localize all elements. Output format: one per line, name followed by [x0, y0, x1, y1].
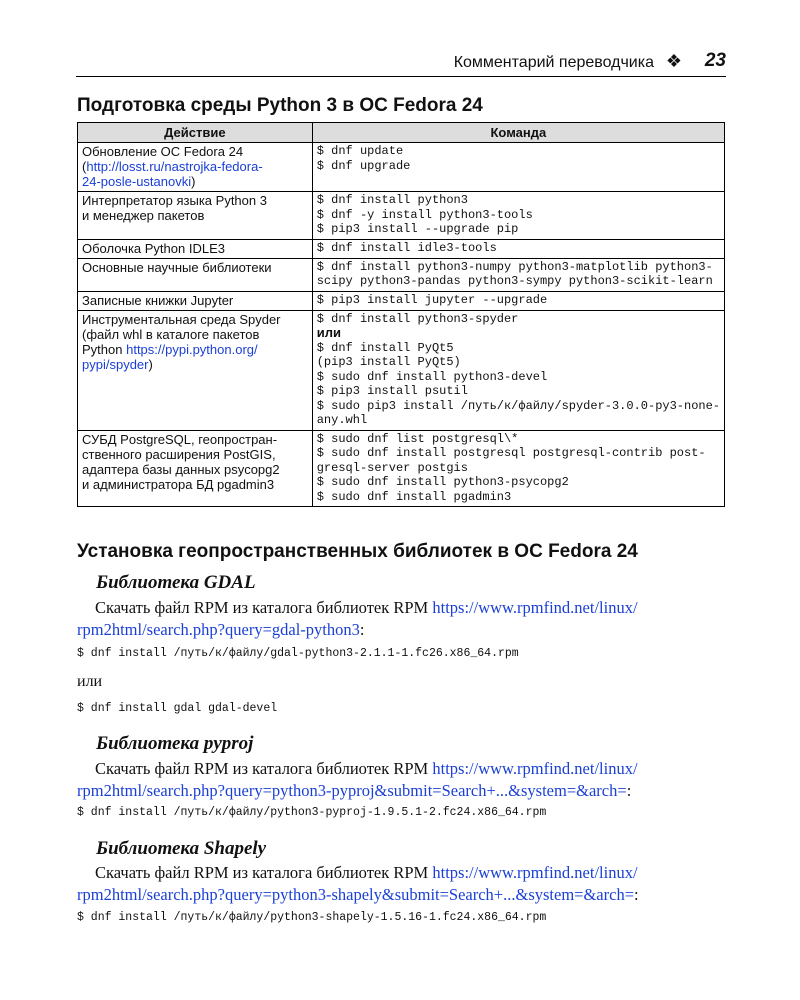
command-line: scipy python3-pandas python3-sympy python3-scikit-learn: [316, 274, 713, 288]
action-cell: [78, 239, 313, 258]
paragraph-text: :: [634, 885, 639, 904]
action-text: Python: [82, 341, 123, 357]
command-cell: [312, 310, 724, 430]
paragraph-text: :: [626, 781, 632, 800]
table-header-row: [78, 123, 725, 143]
code-line: $ dnf install /путь/к/файлу/python3-shapely-1.5.16-1.fc24.x86_64.rpm: [77, 911, 547, 924]
table-row: [78, 310, 725, 430]
spyder-pypi-link[interactable]: https://pypi.python.org/: [122, 341, 258, 357]
action-text: Обновление ОС Fedora 24: [82, 144, 244, 159]
command-cell: [312, 239, 724, 258]
command-line: $ sudo dnf install postgresql postgresql-contrib post-: [316, 446, 706, 460]
command-line: $ dnf install idle3-tools: [316, 240, 497, 255]
action-text: адаптера базы данных psycopg2: [82, 461, 280, 477]
action-cell: [78, 430, 313, 507]
spyder-pypi-link-cont[interactable]: pypi/spyder: [82, 356, 149, 372]
commands-table: [77, 122, 725, 507]
table-row: [78, 291, 725, 310]
running-title: Комментарий переводчика: [453, 54, 654, 71]
paragraph-text: Скачать файл RPM из каталога библиотек RPM: [95, 863, 433, 882]
pyproj-rpmfind-link[interactable]: https://www.rpmfind.net/linux/: [432, 759, 638, 778]
action-text: Интерпретатор языка Python 3: [82, 193, 267, 208]
table-row: [78, 258, 725, 291]
command-line: $ dnf install PyQt5: [316, 340, 454, 355]
command-line: gresql-server postgis: [316, 460, 468, 475]
action-text: ): [148, 356, 153, 372]
action-text: (файл whl в каталоге пакетов: [82, 326, 260, 342]
column-header-command: Команда: [312, 123, 724, 143]
subsection-title-gdal: Библиотека GDAL: [96, 572, 256, 593]
link-line: [82, 174, 308, 189]
command-line: $ dnf update: [316, 144, 404, 158]
code-line: $ dnf install /путь/к/файлу/gdal-python3-2.1.1-1.fc26.x86_64.rpm: [77, 647, 519, 660]
action-cell: [78, 258, 313, 291]
diamond-ornament-icon: ❖: [665, 51, 682, 71]
action-cell: [78, 143, 313, 192]
command-line: $ pip3 install jupyter --upgrade: [316, 292, 548, 307]
or-label: или: [316, 325, 341, 340]
shapely-rpmfind-link-cont[interactable]: rpm2html/search.php?query=python3-shapely&submit=Search+...&system=&arch=: [77, 885, 634, 904]
subsection-title-shapely: Библиотека Shapely: [96, 838, 267, 859]
action-text: и администратора БД pgadmin3: [82, 476, 275, 492]
command-line: $ sudo dnf install python3-devel: [316, 369, 548, 384]
action-text: и менеджер пакетов: [82, 208, 205, 223]
section-title-python-setup: Подготовка среды Python 3 в ОС Fedora 24: [77, 95, 483, 116]
gdal-rpmfind-link[interactable]: https://www.rpmfind.net/linux/: [432, 598, 638, 617]
paragraph-text: Скачать файл RPM из каталога библиотек RPM: [95, 759, 433, 778]
fedora-update-link-cont[interactable]: 24-posle-ustanovki: [82, 174, 192, 189]
action-text: ственного расширения PostGIS,: [82, 446, 276, 462]
fedora-update-link[interactable]: http://losst.ru/nastrojka-fedora-: [86, 159, 263, 174]
pyproj-paragraph: [77, 758, 727, 802]
command-line: $ dnf install python3: [316, 193, 468, 207]
paren: (: [82, 159, 87, 174]
command-line: any.whl: [316, 413, 368, 427]
command-line: $ sudo dnf list postgresql\*: [316, 431, 519, 446]
command-cell: [312, 143, 724, 192]
command-cell: [312, 192, 724, 240]
command-line: $ dnf install python3-spyder: [316, 311, 519, 326]
shapely-rpmfind-link[interactable]: https://www.rpmfind.net/linux/: [432, 863, 638, 882]
table-row: [78, 143, 725, 192]
command-line: $ sudo pip3 install /путь/к/файлу/spyder-3.0.0-py3-none-: [316, 398, 720, 413]
action-text: Инструментальная среда Spyder: [82, 311, 281, 327]
paren: ): [191, 174, 196, 189]
command-line: $ sudo dnf install pgadmin3: [316, 489, 512, 504]
action-text: Записные книжки Jupyter: [82, 292, 234, 308]
gdal-rpmfind-link-cont[interactable]: rpm2html/search.php?query=gdal-python3: [77, 620, 360, 639]
section-title-geo-libraries: Установка геопространственных библиотек в ОС Fedora 24: [77, 541, 638, 562]
command-line: $ sudo dnf install python3-psycopg2: [316, 475, 569, 489]
table-row: [78, 192, 725, 240]
paragraph-text: :: [359, 620, 365, 639]
code-line: $ dnf install /путь/к/файлу/python3-pyproj-1.9.5.1-2.fc24.x86_64.rpm: [77, 806, 547, 819]
action-cell: [78, 291, 313, 310]
paragraph-text: Скачать файл RPM из каталога библиотек RPM: [95, 598, 433, 617]
code-line: $ dnf install gdal gdal-devel: [77, 702, 278, 715]
command-cell: [312, 258, 724, 291]
action-text: СУБД PostgreSQL, геопростран-: [82, 431, 278, 447]
command-line: $ dnf upgrade: [316, 158, 411, 173]
subsection-title-pyproj: Библиотека pyproj: [96, 733, 254, 754]
table-row: [78, 430, 725, 507]
command-cell: [312, 291, 724, 310]
action-text: Основные научные библиотеки: [82, 259, 272, 275]
command-line: $ pip3 install psutil: [316, 384, 468, 398]
action-cell: [78, 310, 313, 430]
action-cell: [78, 192, 313, 240]
shapely-paragraph: [77, 862, 727, 906]
action-text: Оболочка Python IDLE3: [82, 240, 225, 256]
table-row: [78, 239, 725, 258]
command-line: $ dnf install python3-numpy python3-matplotlib python3-: [316, 259, 713, 274]
command-line: (pip3 install PyQt5): [316, 355, 461, 369]
page-number: 23: [704, 50, 726, 71]
running-header: [76, 52, 726, 77]
gdal-paragraph: [77, 597, 727, 641]
command-line: $ pip3 install --upgrade pip: [316, 222, 519, 236]
column-header-action: Действие: [78, 123, 313, 143]
command-line: $ dnf -y install python3-tools: [316, 207, 533, 222]
pyproj-rpmfind-link-cont[interactable]: rpm2html/search.php?query=python3-pyproj&submit=Search+...&system=&arch=: [77, 781, 627, 800]
command-cell: [312, 430, 724, 507]
or-word: или: [77, 673, 103, 690]
